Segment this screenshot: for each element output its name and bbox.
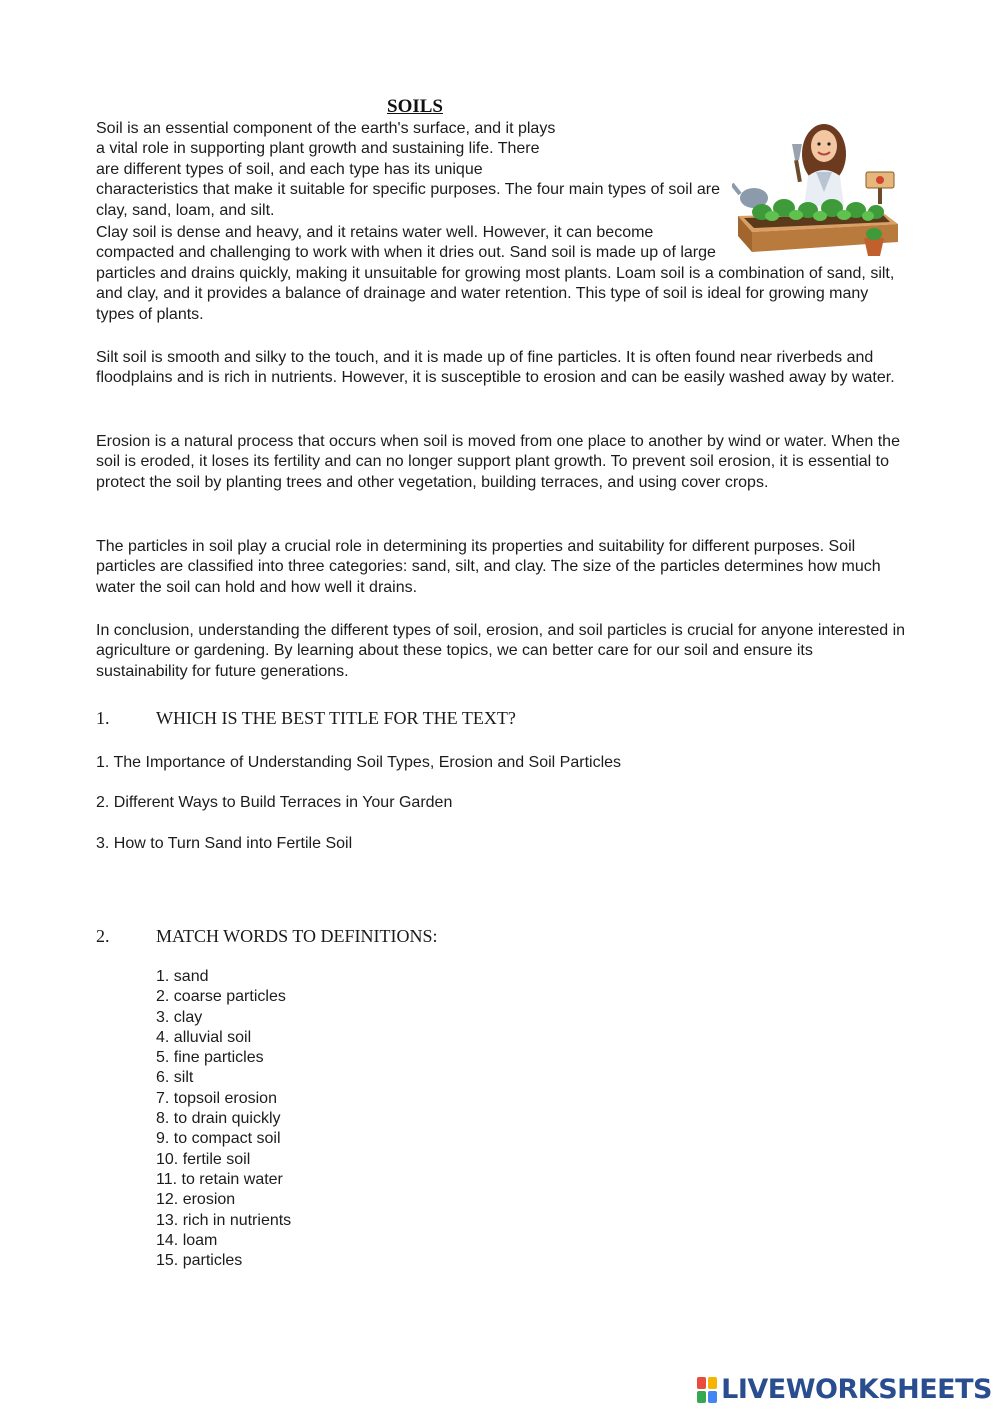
match-word-item: 9. to compact soil [156, 1130, 281, 1148]
question-2-number: 2. [96, 926, 110, 946]
logo-square [708, 1377, 717, 1389]
answer-option-2[interactable]: 2. Different Ways to Build Terraces in Your Garden [96, 794, 453, 811]
logo-square [697, 1391, 706, 1403]
logo-square [697, 1377, 706, 1389]
liveworksheets-brand [697, 1374, 992, 1405]
match-word-item: 6. silt [156, 1069, 194, 1087]
conclusion-paragraph: In conclusion, understanding the different types of soil, erosion, and soil particles is crucial for anyone interested in agriculture or gardening. By learning about these topics, we can better care for our soil and ensure its sustainability for future generations. [96, 622, 906, 680]
match-word-list [156, 967, 291, 1271]
answer-option-1[interactable]: 1. The Importance of Understanding Soil Types, Erosion and Soil Particles [96, 754, 622, 771]
soil-types-paragraph-text: Clay soil is dense and heavy, and it retains water well. However, it can become compacted and challenging to work with when it dries out. Sand soil is made up of large particles and drains quickly, making it unsuitable for growing most plants. Loam soil is a combination of sand, silt, and clay, and it provides a balance of drainage and water retention. This type of soil is ideal for growing many types of plants. [96, 224, 895, 323]
match-word-item: 2. coarse particles [156, 988, 286, 1006]
brand-text: LIVEWORKSHEETS [721, 1374, 992, 1405]
match-word-item: 11. to retain water [156, 1170, 283, 1188]
question-1-text: WHICH IS THE BEST TITLE FOR THE TEXT? [156, 708, 516, 728]
match-word-item: 3. clay [156, 1008, 203, 1026]
illustration-space [566, 119, 726, 179]
page-title: SOILS [387, 96, 443, 117]
silt-paragraph: Silt soil is smooth and silky to the touch, and it is made up of fine particles. It is often found near riverbeds and floodplains and is rich in nutrients. However, it is susceptible to erosion and can be easily washed away by water. [96, 349, 895, 387]
intro-paragraph-text: Soil is an essential component of the earth's surface, and it plays a vital role in supporting plant growth and sustaining life. There are different types of soil, and each type has its unique characteristics that make it suitable for specific purposes. The four main types of soil are clay, sand, loam, and silt. [96, 120, 720, 219]
match-word-item: 13. rich in nutrients [156, 1211, 292, 1229]
particles-paragraph: The particles in soil play a crucial role in determining its properties and suitability for different purposes. Soil particles are classified into three categories: sand, silt, and clay. The size of the particles determines how much water the soil can hold and how well it drains. [96, 538, 881, 596]
match-word-item: 8. to drain quickly [156, 1110, 281, 1128]
match-word-item: 10. fertile soil [156, 1150, 251, 1168]
answer-option-3[interactable]: 3. How to Turn Sand into Fertile Soil [96, 835, 353, 852]
question-2-text: MATCH WORDS TO DEFINITIONS: [156, 926, 438, 946]
illustration-space [718, 223, 908, 261]
liveworksheets-logo-icon [697, 1377, 717, 1403]
match-word-item: 1. sand [156, 968, 209, 985]
match-word-item: 4. alluvial soil [156, 1028, 252, 1046]
match-word-item: 15. particles [156, 1252, 243, 1270]
erosion-paragraph: Erosion is a natural process that occurs when soil is moved from one place to another by wind or water. When the soil is eroded, it loses its fertility and can no longer support plant growth. To prevent soil erosion, it is essential to protect the soil by planting trees and other vegetation, building terraces, and using cover crops. [96, 433, 900, 491]
soil-types-paragraph [96, 223, 908, 325]
match-word-item: 5. fine particles [156, 1049, 264, 1067]
question-1-number: 1. [96, 708, 110, 728]
question-2-heading [96, 926, 438, 947]
logo-square [708, 1391, 717, 1403]
match-word-item: 7. topsoil erosion [156, 1089, 277, 1107]
match-word-item: 12. erosion [156, 1191, 236, 1209]
question-1-heading [96, 708, 516, 729]
match-word-item: 14. loam [156, 1231, 218, 1249]
intro-paragraph [96, 119, 726, 221]
